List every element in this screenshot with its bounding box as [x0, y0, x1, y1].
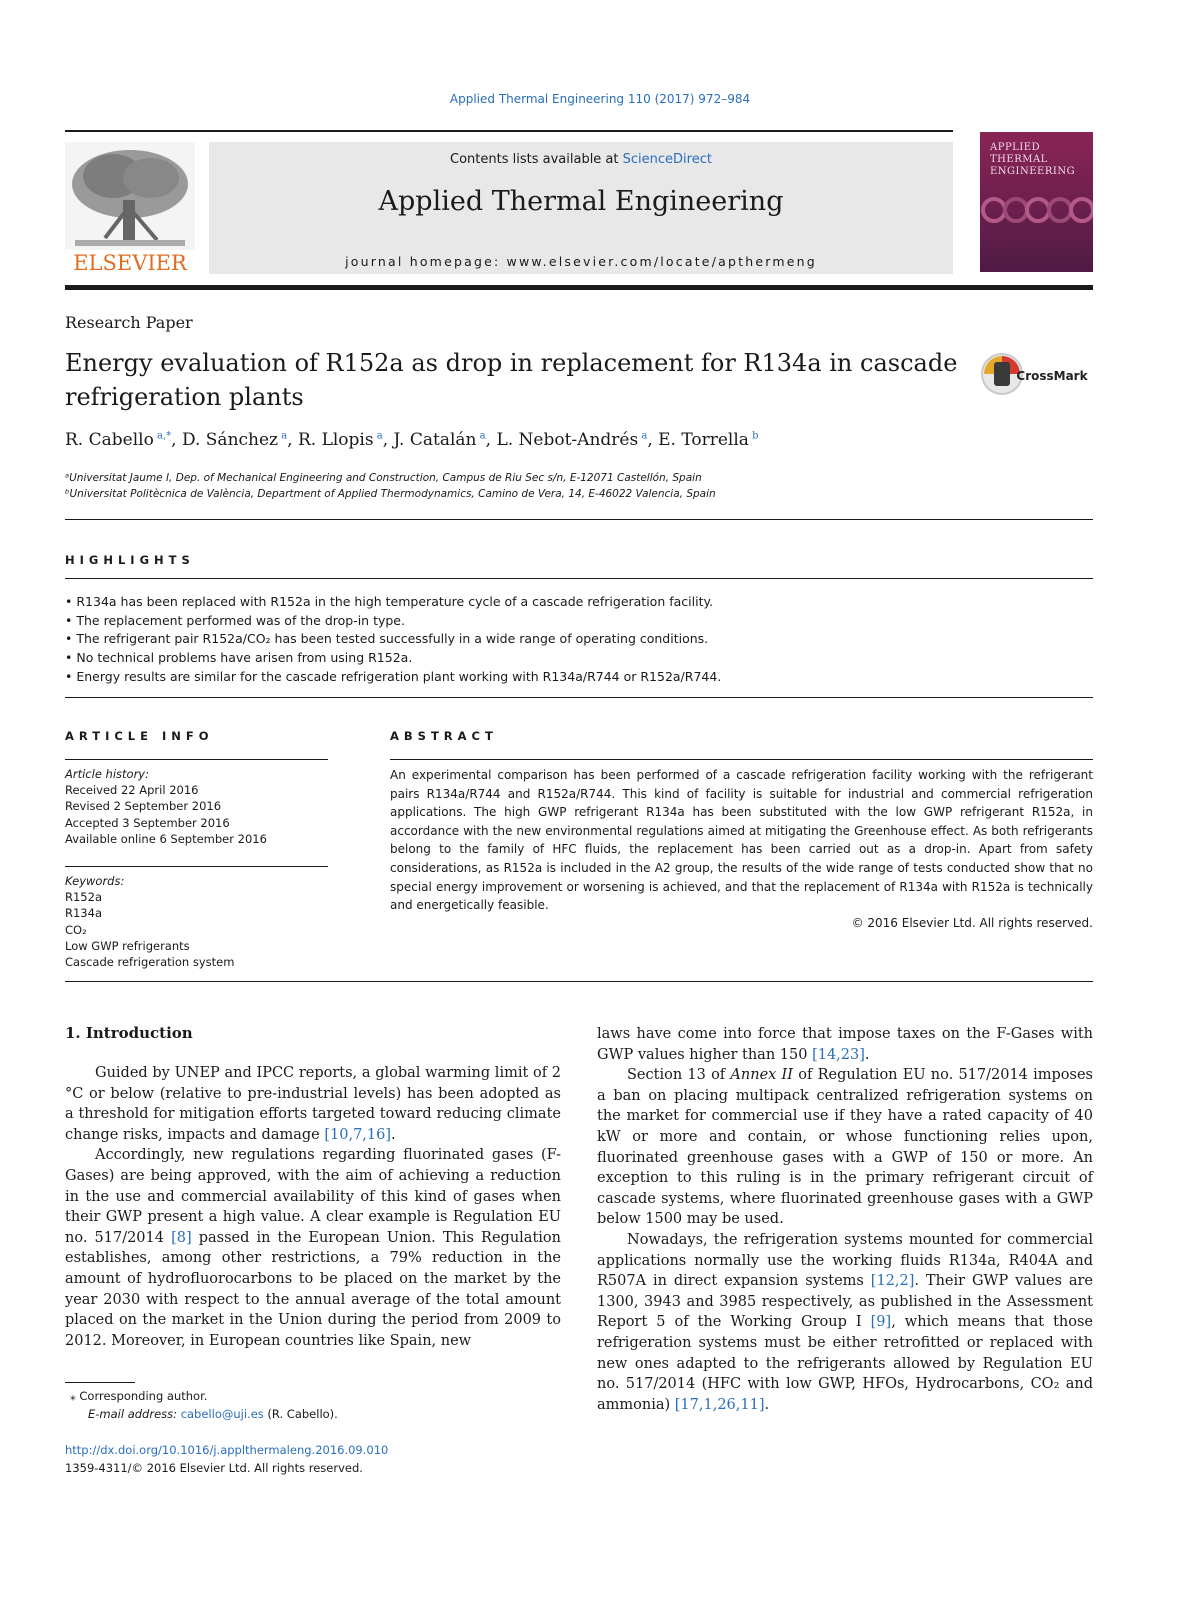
body-paragraph [597, 1065, 1093, 1230]
front-matter-rule [65, 981, 1093, 982]
paragraph-text: Section 13 of [627, 1067, 731, 1084]
article-type: Research Paper [65, 313, 193, 332]
contents-line [209, 152, 953, 167]
doi-link[interactable]: http://dx.doi.org/10.1016/j.applthermaleng.2016.09.010 [65, 1443, 389, 1457]
history-label: Article history: [65, 767, 149, 781]
history-item: Revised 2 September 2016 [65, 799, 222, 814]
crossmark-badge[interactable] [980, 352, 1093, 396]
author-list [65, 430, 759, 450]
author-name: D. Sánchez [181, 430, 279, 450]
paragraph-text: . Their GWP values are 1300, 3943 and 3985 respectively, as published in the Assessment Report 5 of the Working Group I [597, 1273, 1093, 1331]
email-label: E-mail address: [88, 1407, 181, 1421]
body-paragraph: Nowadays, the refrigeration systems mounted for commercial applications normally use the working fluids R134a, R404A and R507A in direct expansion systems [12,2]. Their GWP values are 1300, 3943 and 3985 respectively, as published in the Assessment Report 5 of the Working Group I [9], which means that those refrigeration systems must be either retrofitted or replaced with new ones adapted to the refrigerants allowed by Regulation EU no. 517/2014 (HFC with low GWP, HFOs, Hydrocarbons, CO₂ and ammonia) [17,1,26,11]. [597, 1231, 1093, 1413]
keywords-rule [65, 866, 328, 867]
paragraph-text: Nowadays, the refrigeration systems mounted for commercial applications normally use the working fluids R134a, R404A and R507A in direct expansion systems [597, 1231, 1093, 1290]
keyword-item: CO₂ [65, 922, 87, 937]
sciencedirect-link[interactable]: ScienceDirect [622, 152, 712, 167]
journal-cover [980, 132, 1093, 272]
abstract-heading: ABSTRACT [390, 729, 498, 743]
highlight-item: • R134a has been replaced with R152a in the high temperature cycle of a cascade refrigeration facility. [65, 593, 1093, 612]
author-affiliation-mark[interactable]: a,* [153, 430, 172, 442]
email-note [88, 1407, 338, 1421]
paragraph-text: , which means that those refrigeration systems must be either retrofitted or replaced with new ones adapted to the refrigerants allowed by Regulation EU no. 517/2014 (HFC with low GWP, HFOs, Hydrocarbons, CO₂ and ammonia) [597, 1314, 1093, 1413]
keyword-item: R152a [65, 890, 102, 905]
paragraph-text: Accordingly, new regulations regarding fluorinated gases (F-Gases) are being approved, with the aim of achieving a reduction in the use and commercial availability of this kind of gases when their GWP present a high value. A clear example is Regulation EU no. 517/2014 [65, 1147, 561, 1246]
paragraph-text: passed in the European Union. This Regulation establishes, among other restrictions, a 79% reduction in the amount of hydrofluorocarbons to be placed on the market by the year 2030 with respect to the annual average of the total amount placed on the market in the Union during the period from 2009 to 2012. Moreover, in European countries like Spain, new [65, 1229, 561, 1349]
cover-pattern-icon [980, 190, 1093, 230]
author-separator: , [287, 430, 298, 450]
history-item: Accepted 3 September 2016 [65, 815, 230, 830]
highlight-item: • Energy results are similar for the cascade refrigeration plant working with R134a/R744 or R152a/R744. [65, 668, 1093, 687]
crossmark-icon [980, 352, 1093, 396]
email-link[interactable]: cabello@uji.es [180, 1407, 264, 1421]
author-name: E. Torrella [658, 430, 749, 450]
citation-link[interactable]: [12,2] [870, 1273, 915, 1290]
author-affiliation-mark[interactable]: b [748, 430, 759, 442]
email-suffix: (R. Cabello). [263, 1407, 338, 1421]
elsevier-tree-icon [65, 142, 195, 274]
article-history [65, 766, 328, 847]
history-item: Received 22 April 2016 [65, 783, 199, 798]
history-item: Available online 6 September 2016 [65, 831, 267, 846]
author-separator: , [485, 430, 497, 450]
body-paragraph: Guided by UNEP and IPCC reports, a global warming limit of 2 °C or below (relative to pre-industrial levels) has been adopted as a threshold for mitigation efforts targeted toward reducing climate change risks, impacts and damage [10,7,16]. [65, 1065, 561, 1143]
author-affiliation-mark[interactable]: a [638, 430, 648, 442]
paragraph-text: of Regulation EU no. 517/2014 imposes a ban on placing multipack centralized refrigeration systems on the market for commercial use if they have a rated capacity of 40 kW or more and contain, or whose functioning relies upon, fluorinated greenhouse gases with a GWP of 150 or more. An exception to this ruling is in the primary refrigerant circuit of cascade systems, where fluorinated greenhouse gases with a GWP below 1500 may be used. [597, 1067, 1094, 1228]
author-affiliation-mark[interactable]: a [278, 430, 288, 442]
corresponding-author-note: ⁎ Corresponding author. [70, 1389, 208, 1403]
author-affiliation-mark[interactable]: a [476, 430, 486, 442]
header-heavy-rule [65, 285, 1093, 290]
highlights-heading: HIGHLIGHTS [65, 553, 195, 567]
journal-title: Applied Thermal Engineering [378, 186, 784, 217]
author-separator: , [647, 430, 659, 450]
author-name: R. Cabello [65, 430, 154, 450]
elsevier-wordmark: ELSEVIER [73, 251, 187, 274]
citation-link[interactable]: [14,23] [812, 1046, 865, 1063]
keyword-item: Low GWP refrigerants [65, 938, 190, 953]
cover-title: APPLIED THERMAL ENGINEERING [990, 142, 1076, 177]
affiliation-b: ᵇUniversitat Politècnica de València, Department of Applied Thermodynamics, Camino de Vera, 14, E-46022 Valencia, Spain [65, 488, 716, 500]
citation-link[interactable]: [17,1,26,11] [674, 1396, 765, 1413]
highlights-rule-bottom [65, 697, 1093, 698]
highlights-rule-top [65, 578, 1093, 579]
abstract-copyright: © 2016 Elsevier Ltd. All rights reserved. [851, 916, 1093, 930]
header-rule [65, 130, 953, 132]
article-title: Energy evaluation of R152a as drop in replacement for R134a in cascade refrigeration plants [65, 349, 958, 411]
keywords-label: Keywords: [65, 874, 125, 888]
citation-link[interactable]: [9] [870, 1314, 892, 1331]
keyword-item: Cascade refrigeration system [65, 955, 235, 970]
affiliation-a: ᵃUniversitat Jaume I, Dep. of Mechanical Engineering and Construction, Campus de Riu Sec s/n, E-12071 Castellón, Spain [65, 472, 702, 484]
annex-reference: Annex II [730, 1067, 794, 1084]
highlight-item: • No technical problems have arisen from using R152a. [65, 649, 1093, 668]
section-heading-introduction: 1. Introduction [65, 1024, 193, 1042]
author-separator: , [171, 430, 182, 450]
crossmark-label: CrossMark [1016, 369, 1088, 383]
abstract-rule [390, 759, 1093, 760]
author-affiliation-mark[interactable]: a [373, 430, 383, 442]
highlight-item: • The refrigerant pair R152a/CO₂ has been tested successfully in a wide range of operating conditions. [65, 630, 1093, 649]
author-name: J. Catalán [393, 430, 477, 450]
highlight-item: • The replacement performed was of the drop-in type. [65, 612, 1093, 631]
keywords [65, 873, 328, 970]
elsevier-logo [65, 142, 195, 274]
footnote-rule [65, 1382, 135, 1383]
journal-citation[interactable]: Applied Thermal Engineering 110 (2017) 972–984 [449, 92, 751, 106]
article-info-rule [65, 759, 328, 760]
paragraph-text: Guided by UNEP and IPCC reports, a global warming limit of 2 °C or below (relative to pre-industrial levels) has been adopted as a threshold for mitigation efforts targeted toward reducing climate change risks, impacts and damage [65, 1065, 561, 1143]
keyword-item: R134a [65, 906, 102, 921]
citation-link[interactable]: [8] [171, 1229, 192, 1246]
body-paragraph [65, 1145, 561, 1351]
highlights-list [65, 593, 1093, 687]
author-name: R. Llopis [297, 430, 374, 450]
body-column-right [597, 1024, 1093, 1415]
author-name: L. Nebot-Andrés [496, 430, 639, 450]
article-info-heading: ARTICLE INFO [65, 729, 214, 743]
body-paragraph: laws have come into force that impose taxes on the F-Gases with GWP values higher than 150 [14,23]. [597, 1026, 1093, 1063]
journal-banner [209, 142, 953, 274]
citation-link[interactable]: [10,7,16] [324, 1126, 392, 1143]
journal-homepage[interactable]: journal homepage: www.elsevier.com/locate/apthermeng [345, 254, 817, 269]
body-column-left [65, 1063, 561, 1351]
issn-line: 1359-4311/© 2016 Elsevier Ltd. All rights reserved. [65, 1461, 363, 1475]
author-separator: , [382, 430, 394, 450]
paragraph-text: laws have come into force that impose taxes on the F-Gases with GWP values higher than 150 [597, 1026, 1093, 1063]
abstract-text: An experimental comparison has been performed of a cascade refrigeration facility working with the refrigerant pairs R134a/R744 and R152a/R744. This kind of facility is suitable for industrial and commercial refrigeration applications. The high GWP refrigerant R134a has been substituted with the low GWP refrigerant R152a, in accordance with the new environmental regulations aimed at mitigating the Greenhouse effect. As both refrigerants belong to the family of HFC fluids, the replacement has been carried out as a drop-in. Apart from safety considerations, as R152a is included in the A2 group, the results of the wide range of tests conducted show that no special energy improvement or worsening is achieved, and that the replacement of R134a with R152a is technically and energetically feasible. [390, 768, 1093, 913]
affiliation-rule [65, 519, 1093, 520]
contents-prefix: Contents lists available at [450, 152, 623, 167]
